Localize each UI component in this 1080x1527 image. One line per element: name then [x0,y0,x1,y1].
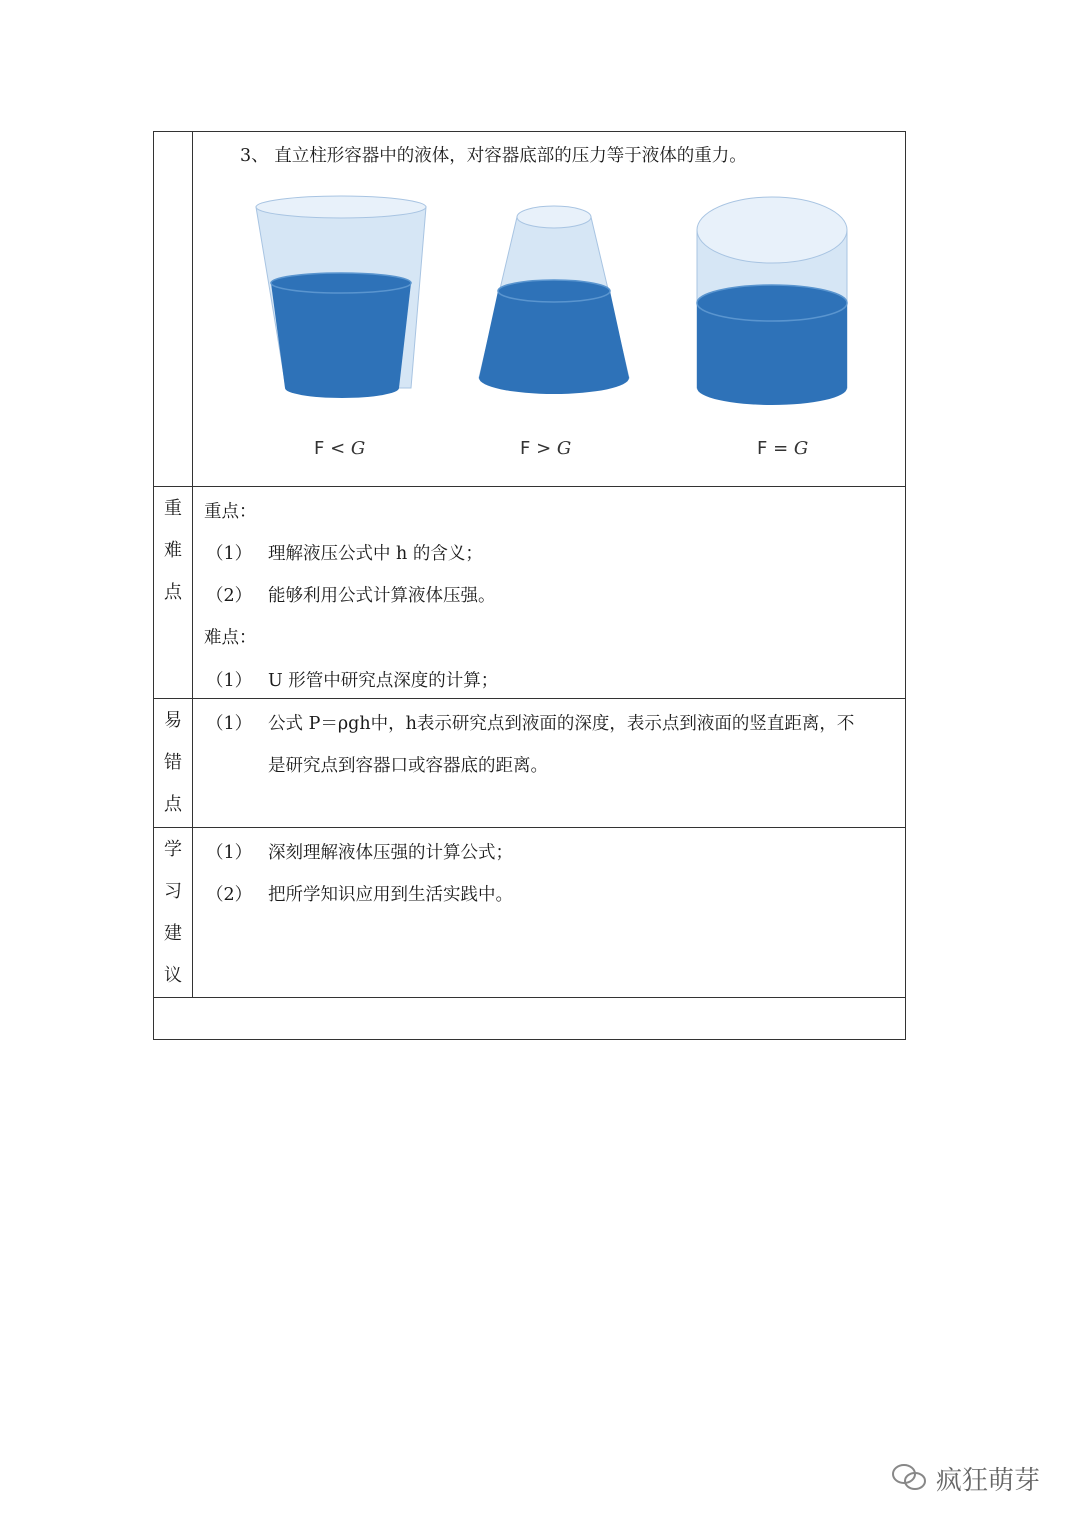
item-text: 深刻理解液体压强的计算公式； [268,843,513,863]
row-label-key-points: 重 难 点 [164,498,182,603]
item-text: U 形管中研究点深度的计算； [268,671,499,691]
wide-mouth-container [256,196,426,398]
watermark-text: 疯狂萌芽 [936,1466,1041,1496]
cylindrical-container [697,197,847,405]
item-number: （1） [206,544,253,564]
item-number: （2） [206,885,253,905]
item-text: 理解液压公式中 h 的含义； [268,544,483,564]
difficult-points-heading: 难点： [204,628,257,648]
row-divider [154,827,905,828]
item-text: 把所学知识应用到生活实践中。 [268,885,513,905]
row-divider [154,486,905,487]
figure-caption-1: F < G [314,438,366,459]
figure-caption-2: F > G [520,438,572,459]
item-number: （1） [206,843,253,863]
item-number: （1） [206,671,253,691]
row-label-common-mistakes: 易 错 点 [164,710,182,815]
item-text: 公式 P＝ρgh中，h表示研究点到液面的深度，表示点到液面的竖直距离，不 [268,714,855,734]
item-number: （1） [206,714,253,734]
item-number: （2） [206,586,253,606]
key-points-heading: 重点： [204,502,257,522]
figure-caption-3: F = G [757,438,809,459]
row-divider [154,997,905,998]
row-label-study-advice: 学 习 建 议 [164,839,182,986]
row-divider [154,698,905,699]
item-text: 能够利用公式计算液体压强。 [268,586,496,606]
item-text-continued: 是研究点到容器口或容器底的距离。 [268,756,548,776]
container-figures [240,185,880,415]
wechat-icon [890,1462,930,1492]
narrow-mouth-container [479,206,629,394]
intro-text: 3、 直立柱形容器中的液体，对容器底部的压力等于液体的重力。 [240,146,747,166]
table-column-divider [192,132,193,998]
